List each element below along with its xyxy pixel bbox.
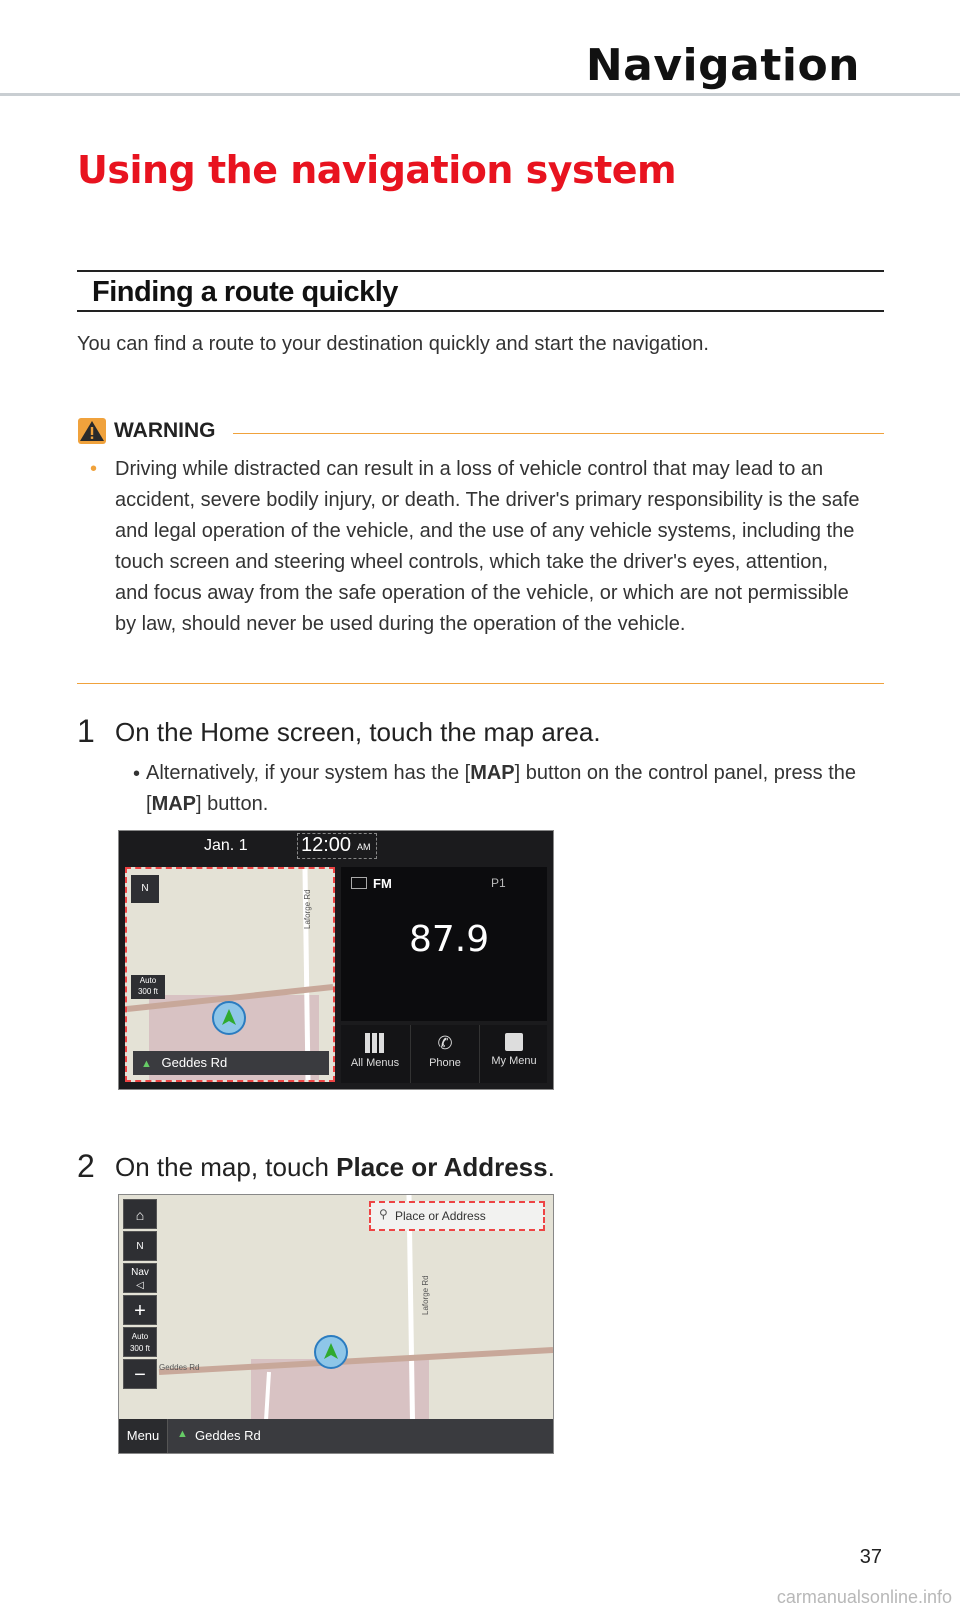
- phone-icon: ✆: [437, 1033, 453, 1053]
- step-2-number: 2: [77, 1148, 95, 1184]
- menu-button[interactable]: [119, 1419, 168, 1453]
- dock-all-menus[interactable]: [341, 1025, 409, 1083]
- step-2-text: On the map, touch Place or Address.: [115, 1152, 555, 1182]
- header-divider: [0, 93, 960, 96]
- warning-rule-top: [233, 433, 884, 434]
- status-bar: [119, 831, 553, 864]
- warning-icon: [78, 418, 106, 444]
- dock-my-menu[interactable]: [479, 1025, 548, 1083]
- current-position-marker: [314, 1335, 348, 1369]
- navigation-arrow-icon: [214, 1003, 244, 1033]
- home-icon: ⌂: [135, 1207, 145, 1223]
- compass-button[interactable]: [131, 875, 159, 903]
- auto-label: Auto: [139, 976, 157, 985]
- nav-label: Nav: [131, 1267, 149, 1278]
- minus-icon: −: [134, 1364, 146, 1386]
- dock-label: All Menus: [350, 1057, 400, 1069]
- step-1-number: 1: [77, 713, 95, 749]
- subsection-rule-top: [77, 270, 884, 272]
- map-screen-screenshot: [118, 1194, 554, 1454]
- auto-label: Auto: [131, 1332, 149, 1341]
- zoom-in-button[interactable]: [123, 1295, 157, 1325]
- page-number: 37: [859, 1546, 882, 1568]
- warning-text: Driving while distracted can result in a loss of vehicle control that may lead to an accident, severe bodily injury, or death. The driver's primary responsibility is the safe and legal operation of the vehicle, and the use of any vehicle systems, including the touch screen and steering wheel controls, which take the driver's eyes, attention, and focus away from the safe operation of the vehicle, or which are not permissible by law, should never be used during the operation of the vehicle.: [115, 458, 860, 635]
- scale-label: 300 ft: [129, 1344, 150, 1353]
- current-street-bar: [133, 1051, 329, 1075]
- zoom-auto-button[interactable]: [123, 1327, 157, 1357]
- chapter-title: Navigation: [585, 40, 860, 91]
- warning-rule-bottom: [77, 683, 884, 684]
- street-label-horizontal: Geddes Rd: [159, 1363, 200, 1372]
- dock-label: Phone: [429, 1057, 461, 1069]
- compass-icon: N: [141, 883, 149, 894]
- status-date: Jan. 1: [204, 837, 248, 854]
- home-dock: [341, 1025, 547, 1083]
- speaker-icon: ◁: [136, 1280, 144, 1291]
- current-position-marker: [212, 1001, 246, 1035]
- intro-paragraph: You can find a route to your destination quickly and start the navigation.: [77, 333, 709, 355]
- warning-label: WARNING: [114, 419, 216, 442]
- place-or-address-button[interactable]: [369, 1201, 545, 1231]
- home-map-area[interactable]: [125, 867, 335, 1082]
- map-bottom-bar: [119, 1419, 553, 1453]
- current-street-name: Geddes Rd: [195, 1428, 261, 1443]
- home-screen-screenshot: [118, 830, 554, 1090]
- subsection-title: Finding a route quickly: [92, 276, 398, 308]
- radio-preset: P1: [491, 876, 506, 890]
- plus-icon: +: [134, 1300, 146, 1322]
- radio-icon: [351, 877, 367, 889]
- nav-volume-button[interactable]: [123, 1263, 157, 1293]
- menu-label: Menu: [126, 1428, 160, 1443]
- compass-button[interactable]: [123, 1231, 157, 1261]
- zoom-out-button[interactable]: [123, 1359, 157, 1389]
- watermark: carmanualsonline.info: [776, 1587, 952, 1607]
- street-arrow-icon: ▲: [141, 1058, 152, 1070]
- dock-phone[interactable]: [410, 1025, 479, 1083]
- zoom-auto-button[interactable]: [131, 975, 165, 999]
- grid-icon: [365, 1033, 385, 1053]
- step-1-text: On the Home screen, touch the map area.: [115, 717, 601, 747]
- section-title: Using the navigation system: [77, 148, 677, 192]
- current-street-name: Geddes Rd: [161, 1055, 228, 1070]
- my-menu-icon: [505, 1033, 523, 1051]
- radio-widget[interactable]: [341, 867, 547, 1021]
- navigation-arrow-icon: [316, 1337, 346, 1367]
- radio-band: FM: [373, 876, 392, 891]
- home-button[interactable]: [123, 1199, 157, 1229]
- step-1-sub-bullet: •: [133, 763, 141, 785]
- street-label-vertical: Laforge Rd: [421, 1275, 430, 1315]
- step-1-sub-text: Alternatively, if your system has the [MAP] button on the control panel, press the [MAP] button.: [146, 762, 856, 815]
- warning-bullet: •: [90, 458, 98, 480]
- map-roads-graphic: [119, 1195, 553, 1453]
- status-time: 12:00: [301, 834, 352, 856]
- status-ampm: AM: [357, 842, 371, 852]
- street-label-vertical: Laforge Rd: [303, 889, 312, 929]
- dock-label: My Menu: [491, 1055, 537, 1067]
- street-arrow-icon: ▲: [177, 1428, 188, 1440]
- compass-icon: N: [136, 1241, 144, 1252]
- radio-frequency: 87.9: [409, 919, 490, 960]
- scale-label: 300 ft: [137, 987, 158, 996]
- search-icon: ⚲: [379, 1207, 388, 1221]
- subsection-rule-bottom: [77, 310, 884, 312]
- place-or-address-label: Place or Address: [395, 1209, 486, 1223]
